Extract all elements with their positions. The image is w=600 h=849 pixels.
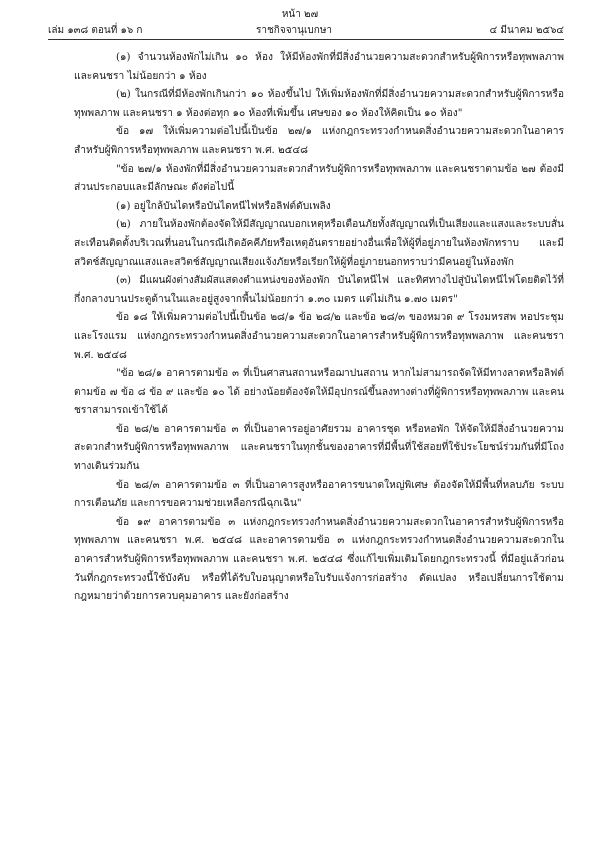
paragraph: (๒) ภายในห้องพักต้องจัดให้มีสัญญาณบอกเหตุหรือเตือนภัยทั้งสัญญาณที่เป็นเสียงและแสงและระบบสั่นสะเทือนติดตั้งบริเวณที่นอนในกรณีเกิดอัคคีภัยหรือเหตุอันตรายอย่างอื่นเพื่อให้ผู้ที่อยู่ภายในห้องพักทราบ และมีสวิตช์สัญญาณแสงและสวิตช์สัญญาณเสียงแจ้งภัยหรือเรียกให้ผู้ที่อยู่ภายนอกทราบว่ามีคนอยู่ในห้องพัก	[74, 219, 564, 268]
page-number: หน้า ๒๗	[281, 9, 319, 20]
paragraph: (๑) อยู่ใกล้บันไดหรือบันไดหนีไฟหรือลิฟต์ดับเพลิง	[116, 200, 331, 212]
paragraph: ข้อ ๑๗ ให้เพิ่มความต่อไปนี้เป็นข้อ ๒๗/๑ แห่งกฎกระทรวงกำหนดสิ่งอำนวยความสะดวกในอาคารสำหรับผู้พิการหรือทุพพลภาพ และคนชรา พ.ศ. ๒๕๔๘	[74, 126, 564, 156]
paragraph: ข้อ ๑๘ ให้เพิ่มความต่อไปนี้เป็นข้อ ๒๘/๑ ข้อ ๒๘/๒ และข้อ ๒๘/๓ ของหมวด ๙ โรงมหรสพ หอประชุม และโรงแรม แห่งกฎกระทรวงกำหนดสิ่งอำนวยความสะดวกในอาคารสำหรับผู้พิการหรือทุพพลภาพ และคนชรา พ.ศ. ๒๕๔๘	[74, 312, 564, 361]
volume-issue: เล่ม ๑๓๘ ตอนที่ ๑๖ ก	[48, 25, 143, 36]
paragraph: (๒) ในกรณีที่มีห้องพักเกินกว่า ๑๐ ห้องขึ้นไป ให้เพิ่มห้องพักที่มีสิ่งอำนวยความสะดวกสำหรับผู้พิการหรือทุพพลภาพ และคนชรา ๑ ห้องต่อทุก ๑๐ ห้องที่เพิ่มขึ้น เศษของ ๑๐ ห้องให้คิดเป็น ๑๐ ห้อง"	[74, 89, 564, 119]
paragraph: ข้อ ๒๘/๓ อาคารตามข้อ ๓ ที่เป็นอาคารสูงหรืออาคารขนาดใหญ่พิเศษ ต้องจัดให้มีพื้นที่หลบภัย ระบบการเตือนภัย และการขอความช่วยเหลือกรณีฉุกเฉิน"	[74, 479, 564, 510]
gazette-header	[48, 24, 564, 38]
paragraph: "ข้อ ๒๘/๑ อาคารตามข้อ ๓ ที่เป็นศาสนสถานหรือฌาปนสถาน หากไม่สามารถจัดให้มีทางลาดหรือลิฟต์ตามข้อ ๗ ข้อ ๘ ข้อ ๙ และข้อ ๑๐ ได้ อย่างน้อยต้องจัดให้มีอุปกรณ์ขึ้นลงทางต่างที่ผู้พิการหรือทุพพลภาพ และคนชราสามารถเข้าใช้ได้	[74, 368, 564, 417]
paragraph: "ข้อ ๒๗/๑ ห้องพักที่มีสิ่งอำนวยความสะดวกสำหรับผู้พิการหรือทุพพลภาพ และคนชราตามข้อ ๒๗ ต้องมีส่วนประกอบและมีลักษณะ ดังต่อไปนี้	[74, 163, 564, 194]
paragraph: ข้อ ๒๘/๒ อาคารตามข้อ ๓ ที่เป็นอาคารอยู่อาศัยรวม อาคารชุด หรือหอพัก ให้จัดให้มีสิ่งอำนวยความสะดวกสำหรับผู้พิการหรือทุพพลภาพ และคนชราในทุกชั้นของอาคารที่มีพื้นที่ใช้สอยที่ใช้ประโยชน์ร่วมกันที่มีโถงทางเดินร่วมกัน	[74, 423, 564, 473]
publication-date: ๔ มีนาคม ๒๕๖๔	[489, 25, 564, 36]
paragraph: (๑) จำนวนห้องพักไม่เกิน ๑๐ ห้อง ให้มีห้องพักที่มีสิ่งอำนวยความสะดวกสำหรับผู้พิการหรือทุพพลภาพ และคนชรา ไม่น้อยกว่า ๑ ห้อง	[74, 52, 564, 82]
paragraph: ข้อ ๑๙ อาคารตามข้อ ๓ แห่งกฎกระทรวงกำหนดสิ่งอำนวยความสะดวกในอาคารสำหรับผู้พิการหรือทุพพลภาพ และคนชรา พ.ศ. ๒๕๔๘ และอาคารตามข้อ ๓ แห่งกฎกระทรวงกำหนดสิ่งอำนวยความสะดวกในอาคารสำหรับผู้พิการหรือทุพพลภาพ และคนชรา พ.ศ. ๒๕๔๘ ซึ่งแก้ไขเพิ่มเติมโดยกฎกระทรวงนี้ ที่มีอยู่แล้วก่อนวันที่กฎกระทรวงนี้ใช้บังคับ หรือที่ได้รับใบอนุญาตหรือใบรับแจ้งการก่อสร้าง ดัดแปลง หรือเปลี่ยนการใช้ตามกฎหมายว่าด้วยการควบคุมอาคาร และยังก่อสร้าง	[74, 516, 564, 603]
paragraph: (๓) มีแผนผังต่างสัมผัสแสดงตำแหน่งของห้องพัก บันไดหนีไฟ และทิศทางไปสู่บันไดหนีไฟโดยติดไว้ที่กึ่งกลางบานประตูด้านในและอยู่สูงจากพื้นไม่น้อยกว่า ๑.๓๐ เมตร แต่ไม่เกิน ๑.๗๐ เมตร"	[74, 275, 564, 305]
document-body	[74, 49, 564, 607]
publication-title: ราชกิจจานุเบกษา	[256, 25, 333, 36]
header-divider	[48, 39, 564, 40]
